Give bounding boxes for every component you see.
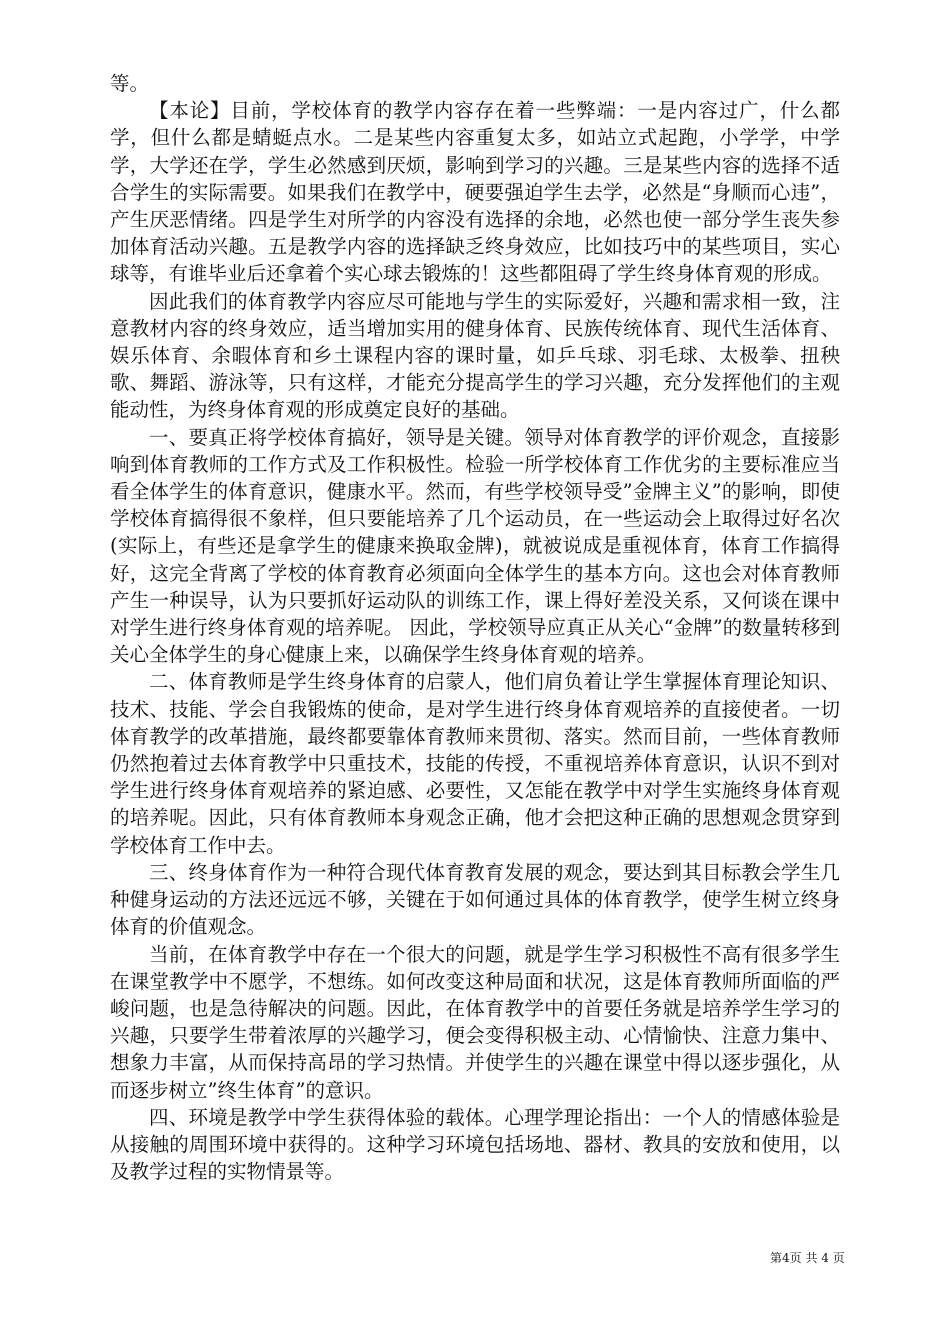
document-body <box>110 70 840 1185</box>
paragraph-point-four-environment: 四、环境是教学中学生获得体验的载体。心理学理论指出：一个人的情感体验是从接触的周围环境中获得的。这种学习环境包括场地、器材、教具的安放和使用，以及教学过程的实物情景等。 <box>110 1105 840 1184</box>
paragraph-point-two-teachers: 二、体育教师是学生终身体育的启蒙人，他们肩负着让学生掌握体育理论知识、技术、技能、学会自我锻炼的使命，是对学生进行终身体育观培养的直接使者。一切体育教学的改革措施，最终都要靠体育教师来贯彻、落实。然而目前，一些体育教师仍然抱着过去体育教学中只重技术，技能的传授，不重视培养体育意识，认识不到对学生进行终身体育观培养的紧迫感、必要性，又怎能在教学中对学生实施终身体育观的培养呢。因此，只有体育教师本身观念正确，他才会把这种正确的思想观念贯穿到学校体育工作中去。 <box>110 670 840 857</box>
paragraph-continuation: 等。 <box>110 72 150 95</box>
page-footer: 第4页 共 4 页 <box>770 1251 845 1265</box>
paragraph-point-three-values: 三、终身体育作为一种符合现代体育教育发展的观念，要达到其目标教会学生几种健身运动的方法还远远不够，关键在于如何通过具体的体育教学，使学生树立终身体育的价值观念。 <box>110 860 840 939</box>
paragraph-main-argument: 【本论】目前，学校体育的教学内容存在着一些弊端：一是内容过广，什么都学，但什么都是蜻蜓点水。二是某些内容重复太多，如站立式起跑，小学学，中学学，大学还在学，学生必然感到厌烦，影响到学习的兴趣。三是某些内容的选择不适合学生的实际需要。如果我们在教学中，硬要强迫学生去学，必然是“身顺而心违”，产生厌恶情绪。四是学生对所学的内容没有选择的余地，必然也使一部分学生丧失参加体育活动兴趣。五是教学内容的选择缺乏终身效应，比如技巧中的某些项目，实心球等，有谁毕业后还拿着个实心球去锻炼的！这些都阻碍了学生终身体育观的形成。 <box>110 99 840 286</box>
paragraph-point-one-leadership: 一、要真正将学校体育搞好，领导是关键。领导对体育教学的评价观念，直接影响到体育教师的工作方式及工作积极性。检验一所学校体育工作优劣的主要标准应当看全体学生的体育意识，健康水平。然而，有些学校领导受”金牌主义”的影响，即使学校体育搞得很不象样，但只要能培养了几个运动员，在一些运动会上取得过好名次(实际上，有些还是拿学生的健康来换取金牌)，就被说成是重视体育，体育工作搞得好，这完全背离了学校的体育教育必须面向全体学生的基本方向。这也会对体育教师产生一种误导，认为只要抓好运动队的训练工作，课上得好差没关系，又何谈在课中对学生进行终身体育观的培养呢。 因此，学校领导应真正从关心“金牌”的数量转移到关心全体学生的身心健康上来，以确保学生终身体育观的培养。 <box>110 425 840 667</box>
paragraph-current-problem: 当前，在体育教学中存在一个很大的问题，就是学生学习积极性不高有很多学生在课堂教学中不愿学，不想练。如何改变这种局面和状况，这是体育教师所面临的严峻问题，也是急待解决的问题。因此，在体育教学中的首要任务就是培养学生学习的兴趣，只要学生带着浓厚的兴趣学习，便会变得积极主动、心情愉快、注意力集中、想象力丰富，从而保持高昂的学习热情。并使学生的兴趣在课堂中得以逐步强化，从而逐步树立”终生体育”的意识。 <box>110 942 840 1102</box>
paragraph-teaching-content: 因此我们的体育教学内容应尽可能地与学生的实际爱好，兴趣和需求相一致，注意教材内容的终身效应，适当增加实用的健身体育、民族传统体育、现代生活体育、娱乐体育、余暇体育和乡土课程内容的课时量，如乒乓球、羽毛球、太极拳、扭秧歌、舞蹈、游泳等，只有这样，才能充分提高学生的学习兴趣，充分发挥他们的主观能动性，为终身体育观的形成奠定良好的基础。 <box>110 289 840 422</box>
